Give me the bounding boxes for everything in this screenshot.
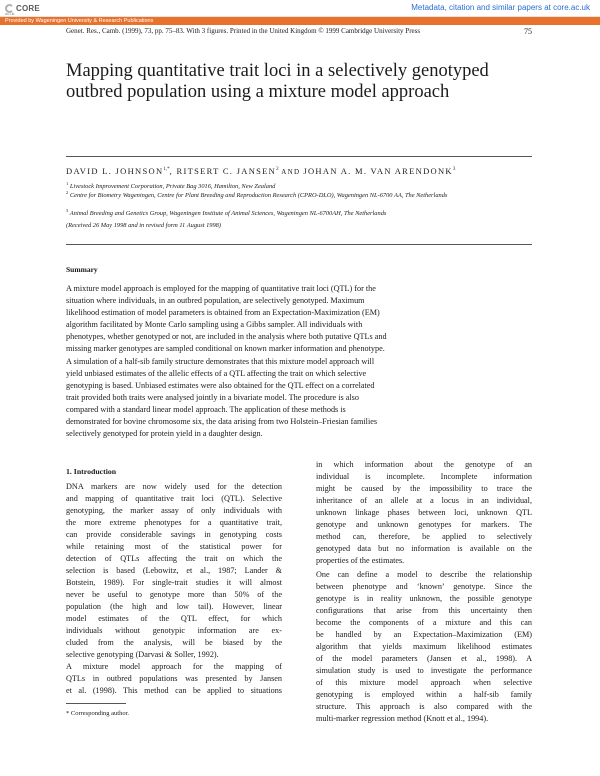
text-line: individuals without genotypic information are ex-	[66, 626, 282, 635]
author-name: JOHAN A. M. VAN ARENDONK	[303, 166, 453, 176]
author-sup: 3	[452, 167, 456, 173]
affiliation	[66, 189, 532, 201]
text-line: never be useful to genotype more than 50% of the	[66, 590, 282, 599]
text-line: demonstrated for bovine chromosome six, the data arising from two Holstein–Friesian families	[66, 417, 378, 427]
title-line-2: outbred population using a mixture model approach	[66, 82, 450, 102]
text-line: of this mixture model approach when selective	[316, 678, 532, 687]
right-column	[316, 459, 532, 725]
provider-text: Provided by Wageningen University & Research Publications	[5, 18, 154, 24]
affiliation	[66, 207, 532, 219]
header-rule	[66, 244, 532, 245]
text-line: genotyping is based. Unbiased estimates were also obtained for the QTL effect on a correlated	[66, 380, 375, 390]
text-line: model estimates of the QTL effect, for which	[66, 614, 282, 623]
text-line: algorithm facilitated by Monte Carlo sampling using a Gibbs sampler. All individuals with	[66, 320, 363, 330]
text-line: situation where individuals, in an outbred population, are selectively genotyped. Maximum	[66, 296, 365, 306]
core-logo-subtext: ac.uk	[5, 11, 15, 16]
author-list	[66, 166, 455, 176]
text-line: multi-marker regression method (Knott et al., 1994).	[316, 714, 489, 723]
text-line: the more extreme phenotypes for a quantitative trait,	[66, 518, 282, 527]
text-line: be handled by an Expectation–Maximization (EM)	[316, 630, 532, 639]
affiliation-text: Livestock Improvement Corporation, Private Bag 3016, Hamilton, New Zealand	[69, 183, 276, 191]
text-line: selection is based (Lebowitz, et al., 1987; Lander &	[66, 566, 282, 575]
text-line: structure. This approach is also compared with the	[316, 702, 532, 711]
text-line: might be caused by the impossibility to trace the	[316, 484, 532, 493]
text-line: configurations that arise from this uncertainty then	[316, 606, 532, 615]
text-line: A mixture model approach is employed for the mapping of quantitative trait loci (QTL) for the	[66, 284, 376, 293]
text-line: and mapping of quantitative trait loci (QTL). Selective	[66, 494, 282, 503]
text-line: inheritance of an allele at a locus in an individual,	[316, 496, 532, 505]
affiliation-sup: 2	[66, 190, 69, 195]
running-head	[66, 27, 532, 36]
author-name: RITSERT C. JANSEN	[176, 166, 277, 176]
provider-bar	[0, 17, 600, 25]
text-line: become the components of a mixture and this can	[316, 618, 532, 627]
summary-heading: Summary	[66, 265, 98, 274]
core-logo-text: CORE	[16, 3, 40, 13]
text-line: missing marker genotypes are sampled conditional on known marker information and phenotype.	[66, 344, 385, 354]
text-line: Botstein, 1989). For single-trait studies it will almost	[66, 578, 282, 587]
text-line: of the model parameters (Jansen et al., 1998). A	[316, 654, 532, 663]
text-line: genotyping, the marker assay of only individuals with	[66, 506, 282, 515]
text-line: method can, therefore, be applied to selectively	[316, 532, 532, 541]
text-line: yield unbiased estimates of the allelic effects of a QTL affecting the trait on which selective	[66, 368, 367, 378]
text-line: phenotypes, whether genotyped or not, are included in the analysis where both putative QTLs and	[66, 332, 387, 342]
affiliation-sup: 3	[66, 208, 69, 213]
text-line: selective genotyping (Darvasi & Soller, 1992).	[66, 650, 219, 659]
section-heading-introduction: 1. Introduction	[66, 467, 117, 476]
page-number: 75	[524, 27, 532, 36]
author-sup: 1,*	[163, 167, 170, 173]
text-line: cluded from the analysis, will be biased by the	[66, 638, 282, 647]
received-dates: (Received 26 May 1998 and in revised form 11 August 1998)	[66, 222, 221, 229]
text-line: genotype and unknown genotypes for markers. The	[316, 520, 532, 529]
text-line: genotyped data but no information is available on the	[316, 544, 532, 553]
author-separator: AND	[278, 168, 304, 176]
text-line: individual is incomplete. Incomplete information	[316, 472, 532, 481]
footnote: * Corresponding author.	[66, 710, 130, 717]
text-line: trait provided both traits were analysed jointly in a bivariate model. The procedure is also	[66, 392, 359, 402]
footnote-rule	[66, 703, 126, 704]
text-line: genotype is in reality unknown, the possible genotype	[316, 594, 532, 603]
text-line: algorithm that yields maximum likelihood estimates	[316, 642, 532, 651]
text-line: detection of QTLs affecting the trait on which the	[66, 554, 282, 563]
text-line: DNA markers are now widely used for the detection	[66, 482, 282, 491]
affiliation-text: Animal Breeding and Genetics Group, Wageningen Institute of Animal Sciences, Wageningen NL-6700AH, The Netherlands	[69, 210, 387, 218]
text-line: population (the high and low tail). However, linear	[66, 602, 282, 611]
text-line: compared with a standard linear model approach. The application of these methods is	[66, 404, 346, 414]
text-line: QTLs in outbred populations was presented by Jansen	[66, 674, 282, 683]
text-line: properties of the estimates.	[316, 556, 405, 565]
left-column	[66, 481, 282, 697]
text-line: A mixture model approach for the mapping of	[66, 662, 282, 671]
text-line: genotyping is employed within a half-sib family	[316, 690, 532, 699]
text-line: while retaining most of the statistical power for	[66, 542, 282, 551]
title-rule	[66, 156, 532, 157]
text-line: A simulation of a half-sib family structure demonstrates that this mixture model approach will	[66, 356, 375, 366]
summary-abstract	[66, 283, 536, 440]
text-line: selectively genotyped for protein yield in a daughter design.	[66, 429, 263, 439]
text-line: simulation study is used to investigate the performance	[316, 666, 532, 675]
text-line: One can define a model to describe the relationship	[316, 570, 532, 579]
text-line: between phenotype and ‘known’ genotype. Since the	[316, 582, 532, 591]
text-line: can provide considerable savings in genotyping costs	[66, 530, 282, 539]
title-line-1: Mapping quantitative trait loci in a selectively genotyped	[66, 61, 489, 81]
article-title	[66, 61, 546, 103]
text-line: unknown linkage phases between loci, unknown QTL	[316, 508, 532, 517]
journal-citation: Genet. Res., Camb. (1999), 73, pp. 75–83. With 3 figures. Printed in the United Kingdom © 1999 Cambridge University Press	[66, 27, 421, 35]
text-line: likelihood estimation of model parameters is obtained from an Expectation-Maximization (EM)	[66, 308, 380, 318]
affiliation-text: Centre for Biometry Wageningen, Centre for Plant Breeding and Reproduction Research (CPRO-DLO), Wageningen NL-6700 AA, The Netherlands	[69, 192, 448, 200]
author-name: DAVID L. JOHNSON	[66, 166, 164, 176]
core-header-bar	[0, 0, 600, 17]
author-separator: ,	[169, 166, 177, 176]
author-sup: 2	[276, 167, 279, 173]
affiliation-sup: 1	[66, 181, 69, 186]
text-line: et al. (1998). This method can be applied to situations	[66, 686, 282, 695]
core-metadata-link[interactable]: Metadata, citation and similar papers at core.ac.uk	[411, 3, 590, 12]
text-line: in which information about the genotype of an	[316, 460, 532, 469]
